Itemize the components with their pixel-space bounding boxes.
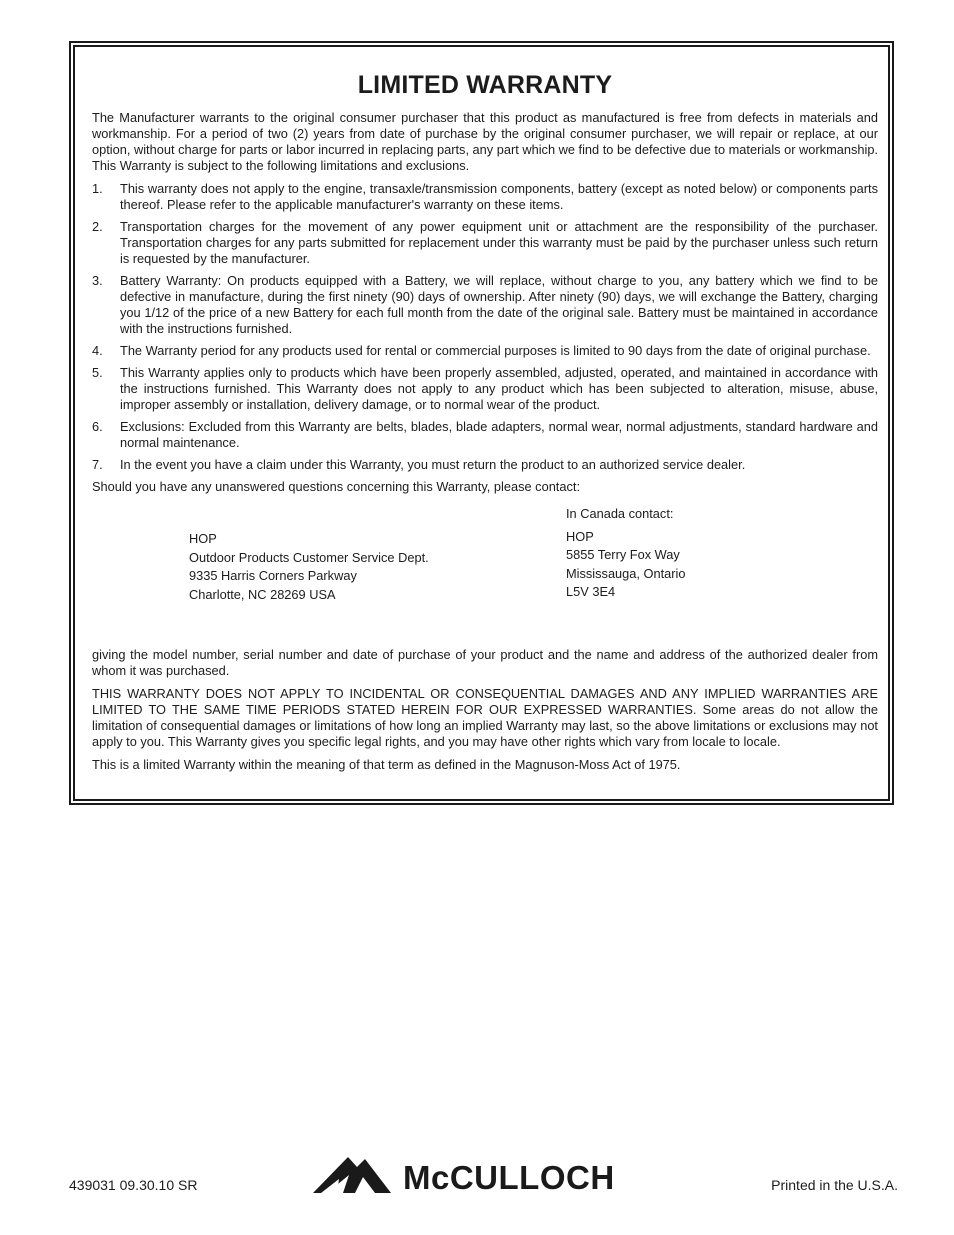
logo-wordmark: McCULLOCH <box>403 1159 615 1195</box>
list-item-text: In the event you have a claim under this Warranty, you must return the product to an authorized service dealer. <box>120 457 746 472</box>
list-item-text: Battery Warranty: On products equipped with a Battery, we will replace, without charge to you, any battery which we find to be defective in manufacture, during the first ninety (90) days of ownership. After ninety (90) days, we will exchange the Battery, charging you 1/12 of the price of a new Battery for each full month from the date of the original sale. Battery must be maintained in accordance with the instructions furnished. <box>120 273 878 336</box>
us-address-line: Charlotte, NC 28269 USA <box>189 586 336 602</box>
canada-address-line: Mississauga, Ontario <box>566 565 686 581</box>
us-address-line: Outdoor Products Customer Service Dept. <box>189 549 429 565</box>
mcculloch-logo <box>313 1153 656 1195</box>
closing-paragraph: This is a limited Warranty within the meaning of that term as defined in the Magnuson-Moss Act of 1975. <box>92 757 681 772</box>
canada-address-line: L5V 3E4 <box>566 584 616 599</box>
contact-prompt: Should you have any unanswered questions concerning this Warranty, please contact: <box>92 479 580 494</box>
list-item <box>92 343 878 359</box>
us-address-line: HOP <box>189 531 217 546</box>
list-item <box>92 365 878 413</box>
list-item-number: 7. <box>92 457 103 472</box>
canada-address-line: HOP <box>566 528 594 544</box>
list-item-number: 5. <box>92 365 103 380</box>
canada-address-line: 5855 Terry Fox Way <box>566 547 680 562</box>
mcculloch-mountain-logo-icon <box>313 1157 391 1193</box>
list-item-number: 1. <box>92 181 103 196</box>
canada-address <box>566 505 685 602</box>
list-item <box>92 219 878 267</box>
disclaimer-paragraph: THIS WARRANTY DOES NOT APPLY TO INCIDENTAL OR CONSEQUENTIAL DAMAGES AND ANY IMPLIED WARRANTIES ARE LIMITED TO THE SAME TIME PERIODS STATED HEREIN FOR OUR EXPRESSED WARRANTIES. Some areas do not allow the limitation of consequential damages or limitations of how long an implied Warranty may last, so the above limitations or exclusions may not apply to you. This Warranty gives you specific legal rights, and you may have other rights which vary from locale to locale. <box>92 686 878 749</box>
list-item-number: 3. <box>92 273 103 288</box>
document-code: 439031 09.30.10 SR <box>69 1177 198 1193</box>
list-item-text: This warranty does not apply to the engine, transaxle/transmission components, battery (except as noted below) or components parts thereof. Please refer to the applicable manufacturer's warranty on these items. <box>120 181 878 212</box>
list-item <box>92 419 878 451</box>
list-item-number: 4. <box>92 343 103 358</box>
contact-addresses <box>92 503 878 641</box>
list-item-number: 2. <box>92 219 103 234</box>
us-address-line: 9335 Harris Corners Parkway <box>189 568 357 583</box>
list-item-text: Transportation charges for the movement of any power equipment unit or attachment are the responsibility of the purchaser. Transportation charges for any parts submitted for replacement under this warranty must be paid by the purchaser unless such return is requested by the manufacturer. <box>120 219 878 266</box>
list-item <box>92 273 878 337</box>
list-item <box>92 457 878 473</box>
list-item-text: The Warranty period for any products used for rental or commercial purposes is limited to 90 days from the date of original purchase. <box>120 343 871 358</box>
page-title: LIMITED WARRANTY <box>357 71 613 99</box>
list-item-text: Exclusions: Excluded from this Warranty are belts, blades, blade adapters, normal wear, normal adjustments, standard hardware and normal maintenance. <box>120 419 878 450</box>
after-contact-paragraph: giving the model number, serial number and date of purchase of your product and the name and address of the authorized dealer from whom it was purchased. <box>92 647 878 678</box>
list-item <box>92 181 878 213</box>
us-address <box>189 530 429 604</box>
list-item-number: 6. <box>92 419 103 434</box>
canada-address-heading: In Canada contact: <box>566 506 674 521</box>
printed-in: Printed in the U.S.A. <box>771 1177 898 1193</box>
limitations-list <box>92 181 878 473</box>
intro-paragraph: The Manufacturer warrants to the original consumer purchaser that this product as manufactured is free from defects in materials and workmanship. For a period of two (2) years from date of purchase by the original consumer purchaser, we will repair or replace, at our option, without charge for parts or labor incurred in replacing parts, any part which we find to be defective due to materials or workmanship. This Warranty is subject to the following limitations and exclusions. <box>92 110 878 173</box>
list-item-text: This Warranty applies only to products which have been properly assembled, adjusted, operated, and maintained in accordance with the instructions furnished. This Warranty does not apply to any product which has been subjected to alteration, misuse, abuse, improper assembly or installation, delivery damage, or to normal wear of the product. <box>120 365 878 412</box>
warranty-content <box>92 70 878 780</box>
